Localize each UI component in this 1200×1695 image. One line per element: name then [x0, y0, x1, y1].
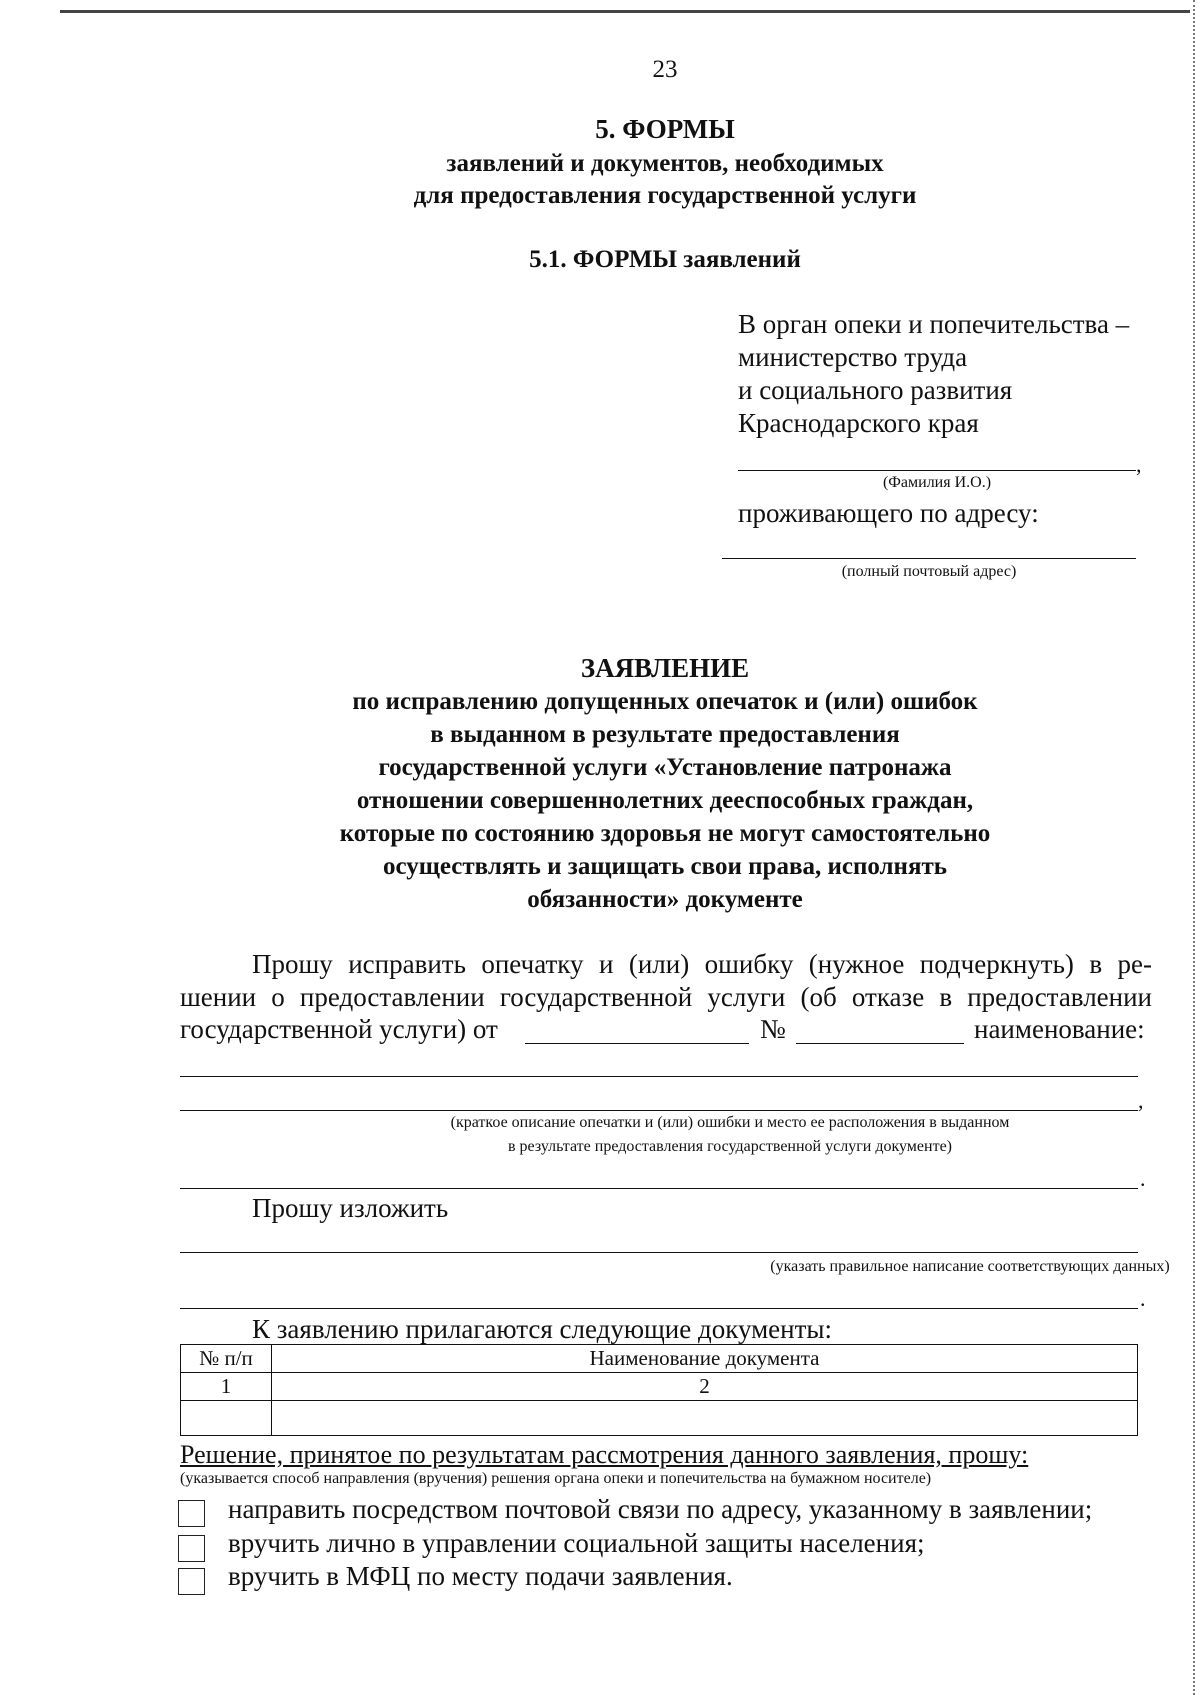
subsection-title: 5.1. ФОРМЫ заявлений	[529, 246, 801, 273]
description-caption-line2: в результате предоставления государственной услуги документе)	[508, 1138, 952, 1155]
addressee-line4: Краснодарского края	[738, 408, 979, 438]
attachments-table	[180, 1344, 1138, 1436]
option-mfc-checkbox[interactable]	[178, 1568, 205, 1595]
decision-number-field[interactable]	[796, 1043, 964, 1044]
decision-date-field[interactable]	[525, 1043, 749, 1044]
request-para-line3-end: наименование:	[974, 1014, 1145, 1044]
table-header-row	[181, 1345, 1138, 1373]
description-line-2[interactable]	[180, 1110, 1138, 1111]
correct-data-line-2[interactable]	[180, 1308, 1138, 1309]
option-in-person-label: вручить лично в управлении социальной защиты населения;	[228, 1528, 925, 1558]
request-para-line2: шении о предоставлении государственной услуги (об отказе в предоставлении	[180, 982, 1152, 1012]
option-in-person-checkbox[interactable]	[178, 1535, 205, 1562]
addressee-line2: министерство труда	[738, 342, 968, 372]
description-line-1[interactable]	[180, 1076, 1138, 1077]
section-subtitle-line2: для предоставления государственной услуги	[413, 182, 917, 209]
description-line-3-period: .	[1140, 1166, 1146, 1191]
address-field-line[interactable]	[722, 558, 1136, 559]
addressee-line1: В орган опеки и попечительства –	[738, 309, 1130, 339]
decision-caption: (указывается способ направления (вручения) решения органа опеки и попечительства на бумажном носителе)	[180, 1470, 932, 1487]
table-row[interactable]	[181, 1401, 1138, 1436]
table-cell: 1	[181, 1373, 272, 1401]
address-caption: (полный почтовый адрес)	[841, 563, 1017, 580]
page-number: 23	[652, 56, 678, 83]
table-cell[interactable]	[272, 1401, 1138, 1436]
scan-top-edge	[60, 10, 1190, 13]
correct-data-caption: (указать правильное написание соответствующих данных)	[770, 1258, 1170, 1275]
table-row	[181, 1373, 1138, 1401]
name-field-line[interactable]	[738, 470, 1136, 471]
statement-line-1: по исправлению допущенных опечаток и (или) ошибок	[352, 688, 978, 715]
option-mail-checkbox[interactable]	[178, 1500, 205, 1527]
name-caption: (Фамилия И.О.)	[882, 474, 992, 491]
statement-line-3: государственной услуги «Установление патронажа	[378, 754, 952, 781]
section-subtitle-line1: заявлений и документов, необходимых	[446, 150, 884, 177]
statement-line-4: отношении совершеннолетних дееспособных граждан,	[356, 787, 974, 814]
table-header-number: № п/п	[181, 1345, 272, 1373]
statement-line-2: в выданном в результате предоставления	[430, 721, 900, 748]
statement-title: ЗАЯВЛЕНИЕ	[580, 653, 750, 683]
table-cell: 2	[272, 1373, 1138, 1401]
description-line-3[interactable]	[180, 1188, 1138, 1189]
decision-label: Решение, принятое по результатам рассмотрения данного заявления, прошу:	[180, 1440, 1029, 1469]
section-title: 5. ФОРМЫ	[595, 114, 735, 144]
request-para-line1: Прошу исправить опечатку и (или) ошибку (нужное подчеркнуть) в ре-	[252, 949, 1152, 979]
correct-data-line-1[interactable]	[180, 1252, 1138, 1253]
statement-line-6: осуществлять и защищать свои права, исполнять	[383, 853, 947, 880]
number-sign: №	[760, 1014, 786, 1044]
description-caption-line1: (краткое описание опечатки и (или) ошибки и место ее расположения в выданном	[450, 1114, 1010, 1131]
request-para-line3-start: государственной услуги) от	[180, 1014, 498, 1044]
correct-data-line-2-period: .	[1140, 1286, 1146, 1311]
request-label: Прошу изложить	[252, 1193, 449, 1223]
option-mail-label: направить посредством почтовой связи по адресу, указанному в заявлении;	[228, 1494, 1093, 1524]
statement-line-7: обязанности» документе	[527, 886, 803, 913]
address-label: проживающего по адресу:	[738, 498, 1039, 528]
attachments-label: К заявлению прилагаются следующие документы:	[252, 1314, 833, 1344]
description-line-2-comma: ,	[1138, 1088, 1144, 1113]
table-cell[interactable]	[181, 1401, 272, 1436]
addressee-line3: и социального развития	[738, 375, 1013, 405]
option-mfc-label: вручить в МФЦ по месту подачи заявления.	[228, 1561, 733, 1591]
table-header-document: Наименование документа	[272, 1345, 1138, 1373]
name-field-comma: ,	[1136, 452, 1142, 477]
statement-line-5: которые по состоянию здоровья не могут самостоятельно	[339, 820, 991, 847]
